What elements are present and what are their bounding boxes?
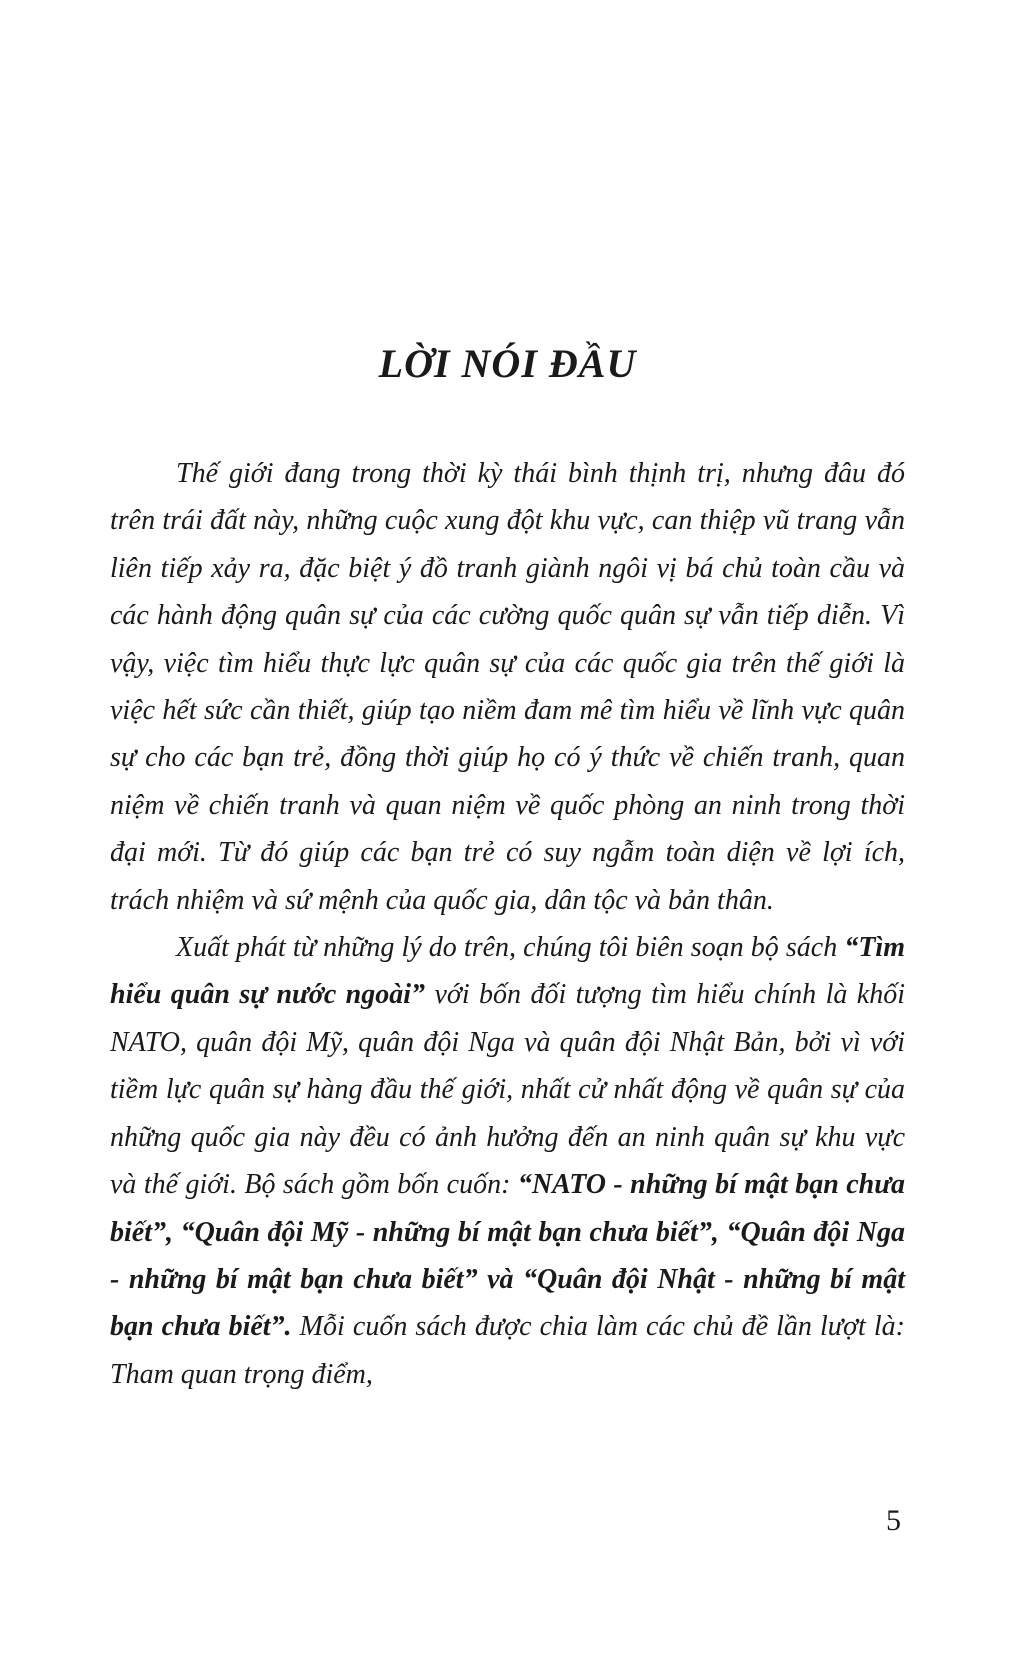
book-titles-text: “NATO - những bí mật bạn chưa biết”, “Quân đội Mỹ - những bí mật bạn chưa biết”, “Quân đội Nga - những bí mật bạn chưa biết” và “Quân đội Nhật - những bí mật bạn chưa biết”. [110,1169,905,1343]
page-number: 5 [886,1504,901,1537]
page-title: LỜI NÓI ĐẦU [378,341,637,386]
body-text [110,450,905,1398]
paragraph-2-lead-text: Xuất phát từ những lý do trên, chúng tôi biên soạn bộ sách [176,932,845,964]
paragraph-intro [110,450,905,924]
paragraph-book-series [110,924,905,1398]
paragraph-intro-text: Thế giới đang trong thời kỳ thái bình thịnh trị, nhưng đâu đó trên trái đất này, những cuộc xung đột khu vực, can thiệp vũ trang vẫn liên tiếp xảy ra, đặc biệt ý đồ tranh giành ngôi vị bá chủ toàn cầu và các hành động quân sự của các cường quốc quân sự vẫn tiếp diễn. Vì vậy, việc tìm hiểu thực lực quân sự của các quốc gia trên thế giới là việc hết sức cần thiết, giúp tạo niềm đam mê tìm hiểu về lĩnh vực quân sự cho các bạn trẻ, đồng thời giúp họ có ý thức về chiến tranh, quan niệm về chiến tranh và quan niệm về quốc phòng an ninh trong thời đại mới. Từ đó giúp các bạn trẻ có suy ngẫm toàn diện về lợi ích, trách nhiệm và sứ mệnh của quốc gia, dân tộc và bản thân. [110,458,905,916]
paragraph-2-middle-text: với bốn đối tượng tìm hiểu chính là khối NATO, quân đội Mỹ, quân đội Nga và quân đội Nhật Bản, bởi vì với tiềm lực quân sự hàng đầu thế giới, nhất cử nhất động về quân sự của những quốc gia này đều có ảnh hưởng đến an ninh quân sự khu vực và thế giới. Bộ sách gồm bốn cuốn: [110,979,905,1201]
series-title-text: “Tìm hiểu quân sự nước ngoài” [110,932,905,1011]
paragraph-2-tail-text: Mỗi cuốn sách được chia làm các chủ đề lần lượt là: Tham quan trọng điểm, [110,1311,905,1390]
